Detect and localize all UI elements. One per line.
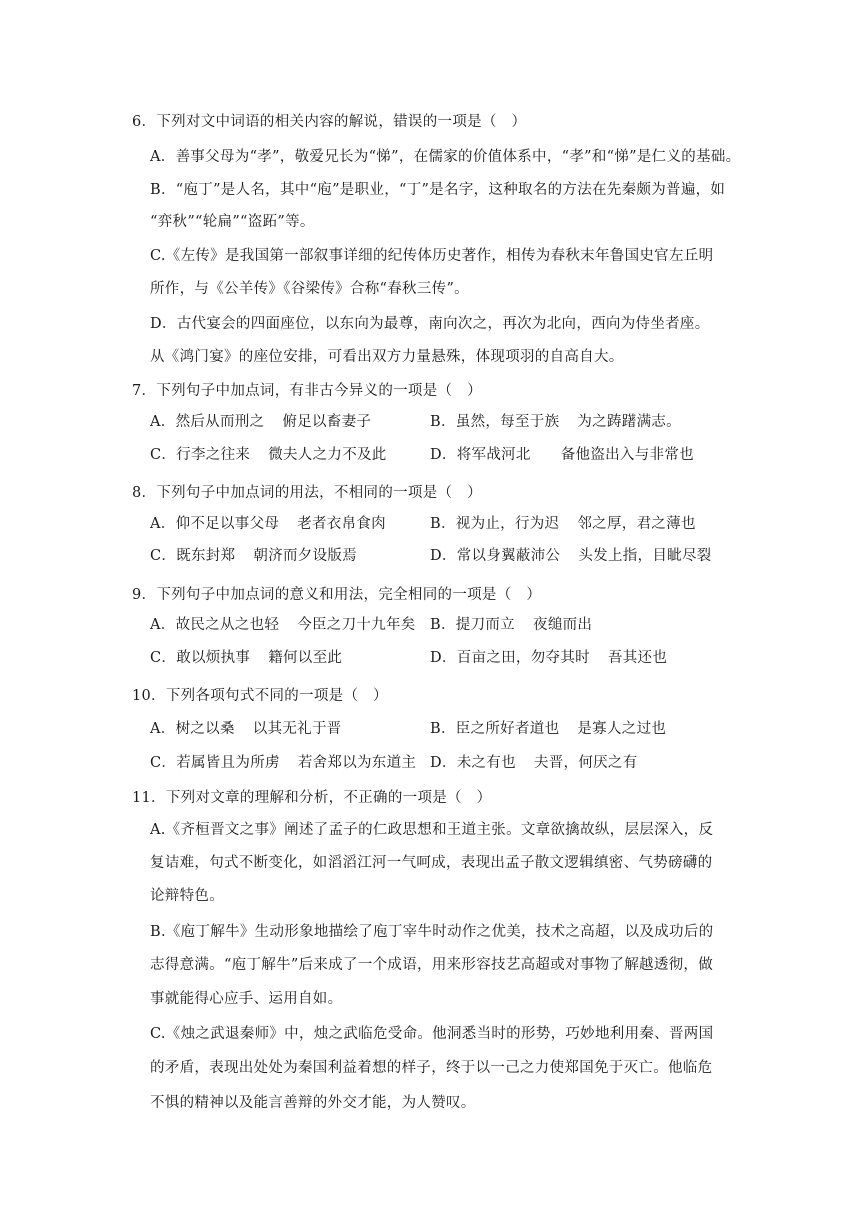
q8-option-a: A．仰不足以事父母 老者衣帛食肉 xyxy=(150,516,386,532)
q9-option-c: C．敢以烦执事 籍何以至此 xyxy=(150,650,343,666)
q7-option-c: C．行李之往来 微夫人之力不及此 xyxy=(150,447,387,463)
q8-option-d: D．常以身翼蔽沛公 头发上指，目眦尽裂 xyxy=(430,548,712,564)
q9-option-d: D．百亩之田，勿夺其时 吾其还也 xyxy=(430,650,668,666)
q6-option-d-line2: 从《鸿门宴》的座位安排，可看出双方力量悬殊，体现项羽的自高自大。 xyxy=(150,349,624,365)
q11-option-a-line1: A.《齐桓晋文之事》阐述了孟子的仁政思想和王道主张。文章欲擒故纵，层层深入，反 xyxy=(150,822,714,838)
q8-stem: 8．下列句子中加点词的用法，不相同的一项是（ ） xyxy=(132,485,482,501)
q8-option-c: C．既东封郑 朝济而夕设版焉 xyxy=(150,548,358,564)
q7-option-d: D．将军战河北 备他盗出入与非常也 xyxy=(430,447,694,463)
q6-option-b-line2: “弈秋”“轮扁”“盗跖”等。 xyxy=(150,214,315,230)
q9-option-a: A．故民之从之也轻 今臣之刀十九年矣 xyxy=(150,617,416,633)
q6-option-a: A．善事父母为“孝”，敬爱兄长为“悌”，在儒家的价值体系中，“孝”和“悌”是仁义的基础。 xyxy=(150,149,741,165)
q9-option-b: B．提刀而立 夜缒而出 xyxy=(430,617,593,633)
q6-option-c-line2: 所作，与《公羊传》《谷梁传》合称“春秋三传”。 xyxy=(150,281,469,297)
q11-option-b-line2: 志得意满。“庖丁解牛”后来成了一个成语，用来形容技艺高超或对事物了解越透彻，做 xyxy=(150,957,714,973)
q11-option-b-line1: B.《庖丁解牛》生动形象地描绘了庖丁宰牛时动作之优美，技术之高超，以及成功后的 xyxy=(150,924,714,940)
q11-option-a-line2: 复诘难，句式不断变化，如滔滔江河一气呵成，表现出孟子散文逻辑缜密、气势磅礴的 xyxy=(150,855,713,871)
q10-option-a: A．树之以桑 以其无礼于晋 xyxy=(150,721,342,737)
q7-option-a: A．然后从而刑之 俯足以畜妻子 xyxy=(150,414,372,430)
q6-stem: 6．下列对文中词语的相关内容的解说，错误的一项是（ ） xyxy=(132,114,527,130)
q10-option-b: B．臣之所好者道也 是寡人之过也 xyxy=(430,721,667,737)
q7-option-b: B．虽然，每至于族 为之踌躇满志。 xyxy=(430,414,681,430)
q9-stem: 9．下列句子中加点词的意义和用法，完全相同的一项是（ ） xyxy=(132,587,542,603)
q11-stem: 11．下列对文章的理解和分析，不正确的一项是（ ） xyxy=(132,790,492,806)
q11-option-b-line3: 事就能得心应手、运用自如。 xyxy=(150,991,343,1007)
q7-stem: 7．下列句子中加点词，有非古今异义的一项是（ ） xyxy=(132,383,482,399)
q11-option-a-line3: 论辩特色。 xyxy=(150,888,224,904)
q10-option-c: C．若属皆且为所虏 若舍郑以为东道主 xyxy=(150,755,417,771)
q8-option-b: B．视为止，行为迟 邻之厚，君之薄也 xyxy=(430,516,696,532)
q11-option-c-line3: 不惧的精神以及能言善辩的外交才能，为人赞叹。 xyxy=(150,1095,476,1111)
q6-option-b-line1: B．“庖丁”是人名，其中“庖”是职业，“丁”是名字，这种取名的方法在先秦颇为普遍，如 xyxy=(150,182,726,198)
q11-option-c-line1: C.《烛之武退秦师》中，烛之武临危受命。他洞悉当时的形势，巧妙地利用秦、晋两国 xyxy=(150,1026,714,1042)
q10-stem: 10．下列各项句式不同的一项是（ ） xyxy=(132,688,388,704)
q6-option-d-line1: D．古代宴会的四面座位，以东向为最尊，南向次之，再次为北向，西向为侍坐者座。 xyxy=(150,316,710,332)
q11-option-c-line2: 的矛盾，表现出处处为秦国利益着想的样子，终于以一己之力使郑国免于灭亡。他临危 xyxy=(150,1060,713,1076)
q6-option-c-line1: C.《左传》是我国第一部叙事详细的纪传体历史著作，相传为春秋末年鲁国史官左丘明 xyxy=(150,248,714,264)
q10-option-d: D．未之有也 夫晋，何厌之有 xyxy=(430,755,638,771)
